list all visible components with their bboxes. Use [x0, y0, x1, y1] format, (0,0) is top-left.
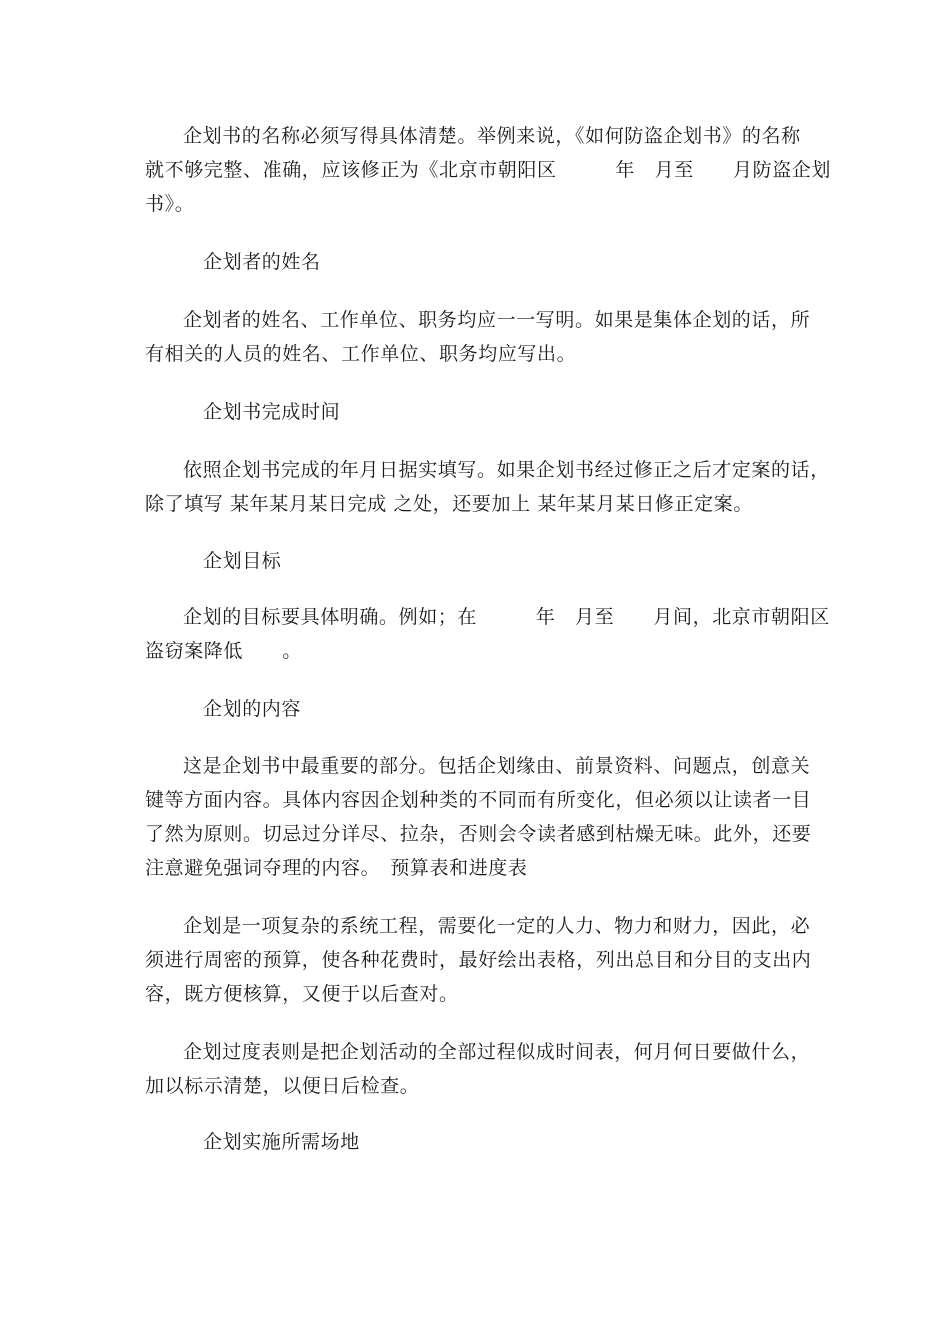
paragraph-title-name-line-1: 企划书的名称必须写得具体清楚。举例来说，《如何防盗企划书》的名称: [183, 125, 801, 147]
paragraph-content-line-3: 了然为原则。切忌过分详尽、拉杂，否则会令读者感到枯燥无味。此外，还要: [145, 823, 812, 845]
section-heading-content: 企划的内容: [203, 698, 302, 720]
paragraph-author-line-1: 企划者的姓名、工作单位、职务均应一一写明。如果是集体企划的话，所: [183, 309, 811, 331]
paragraph-title-name-line-3: 书》。: [145, 193, 195, 215]
paragraph-title-name-line-2: 就不够完整、准确，应该修正为《北京市朝阳区 年 月至 月防盗企划: [145, 159, 832, 181]
section-heading-author-name: 企划者的姓名: [203, 251, 321, 273]
paragraph-budget-line-1: 企划是一项复杂的系统工程，需要化一定的人力、物力和财力，因此，必: [183, 915, 811, 937]
section-heading-venue: 企划实施所需场地: [203, 1131, 360, 1153]
paragraph-content-line-4: 注意避免强词夺理的内容。 预算表和进度表: [145, 857, 528, 879]
paragraph-completion-line-2: 除了填写 某年某月某日完成 之处，还要加上 某年某月某日修正定案。: [145, 493, 753, 515]
paragraph-objective-line-2: 盗窃案降低 。: [145, 640, 302, 662]
section-heading-objective: 企划目标: [203, 550, 282, 572]
paragraph-completion-line-1: 依照企划书完成的年月日据实填写。如果企划书经过修正之后才定案的话，: [183, 459, 830, 481]
paragraph-objective-line-1: 企划的目标要具体明确。例如；在 年 月至 月间，北京市朝阳区: [183, 606, 830, 628]
paragraph-budget-line-3: 容，既方便核算，又便于以后查对。: [145, 983, 459, 1005]
paragraph-budget-line-2: 须进行周密的预算，使各种花费时，最好绘出表格，列出总目和分目的支出内: [145, 949, 812, 971]
paragraph-content-line-2: 键等方面内容。具体内容因企划种类的不同而有所变化，但必须以让读者一目: [145, 789, 812, 811]
section-heading-completion-time: 企划书完成时间: [203, 401, 341, 423]
paragraph-content-line-1: 这是企划书中最重要的部分。包括企划缘由、前景资料、问题点，创意关: [183, 755, 811, 777]
paragraph-schedule-line-2: 加以标示清楚，以便日后检查。: [145, 1075, 420, 1097]
paragraph-author-line-2: 有相关的人员的姓名、工作单位、职务均应写出。: [145, 343, 577, 365]
paragraph-schedule-line-1: 企划过度表则是把企划活动的全部过程似成时间表，何月何日要做什么，: [183, 1041, 811, 1063]
